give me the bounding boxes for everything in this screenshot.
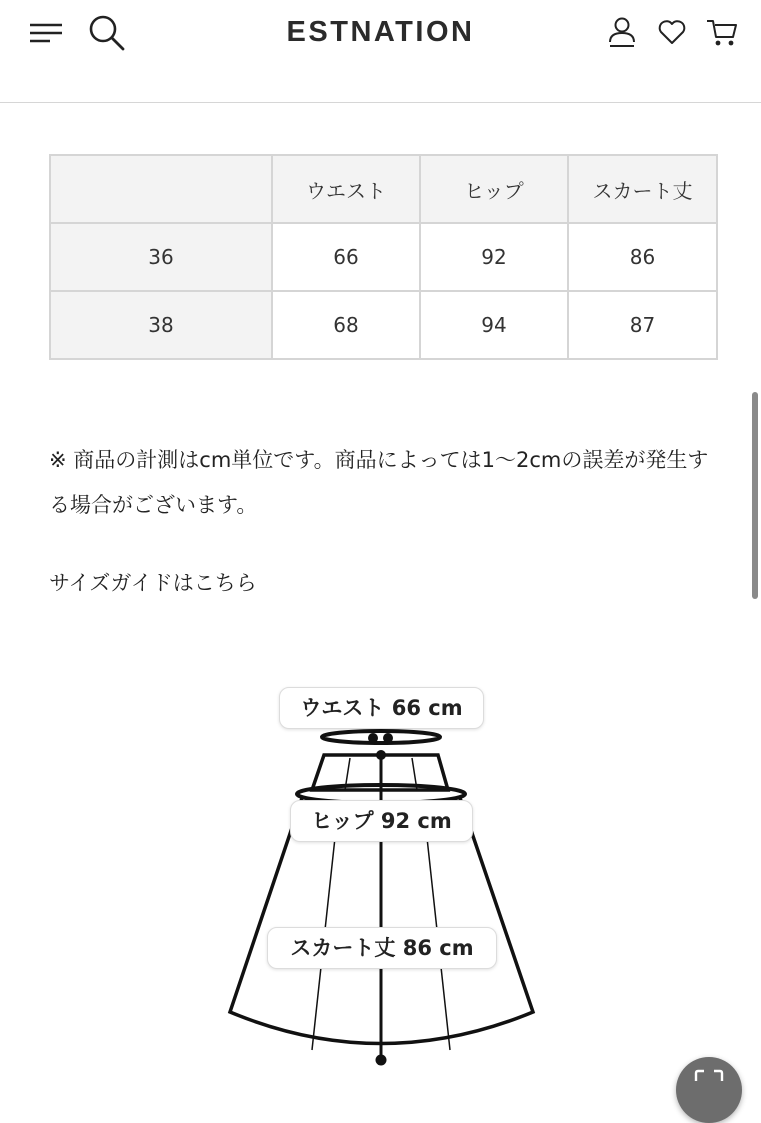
- waist-label: ウエスト 66 cm: [279, 687, 484, 729]
- value-cell: 87: [568, 291, 717, 359]
- scrollbar[interactable]: [752, 392, 758, 599]
- skirt-diagram: [0, 640, 761, 1080]
- scan-button[interactable]: [676, 1057, 742, 1123]
- value-cell: 68: [272, 291, 420, 359]
- size-cell: 36: [50, 223, 272, 291]
- scan-icon: [694, 1069, 724, 1083]
- value-cell: 92: [420, 223, 568, 291]
- header-cell-length: スカート丈: [568, 155, 717, 223]
- value-cell: 66: [272, 223, 420, 291]
- header-cell-hip: ヒップ: [420, 155, 568, 223]
- user-icon[interactable]: [607, 16, 637, 48]
- measurement-note: ※ 商品の計測はcm単位です。商品によっては1〜2cmの誤差が発生する場合がございます。: [49, 448, 709, 517]
- value-cell: 94: [420, 291, 568, 359]
- size-table: [49, 154, 718, 360]
- table-row: [50, 291, 717, 359]
- heart-icon[interactable]: [656, 16, 688, 48]
- cart-icon[interactable]: [705, 16, 739, 48]
- header-cell-waist: ウエスト: [272, 155, 420, 223]
- length-label: スカート丈 86 cm: [267, 927, 497, 969]
- table-header-row: [50, 155, 717, 223]
- table-row: [50, 223, 717, 291]
- hip-label: ヒップ 92 cm: [290, 800, 473, 842]
- site-logo[interactable]: ESTNATION: [286, 16, 475, 48]
- size-cell: 38: [50, 291, 272, 359]
- header-cell: [50, 155, 272, 223]
- size-guide-link[interactable]: サイズガイドはこちら: [49, 571, 257, 595]
- site-header: [0, 0, 761, 103]
- value-cell: 86: [568, 223, 717, 291]
